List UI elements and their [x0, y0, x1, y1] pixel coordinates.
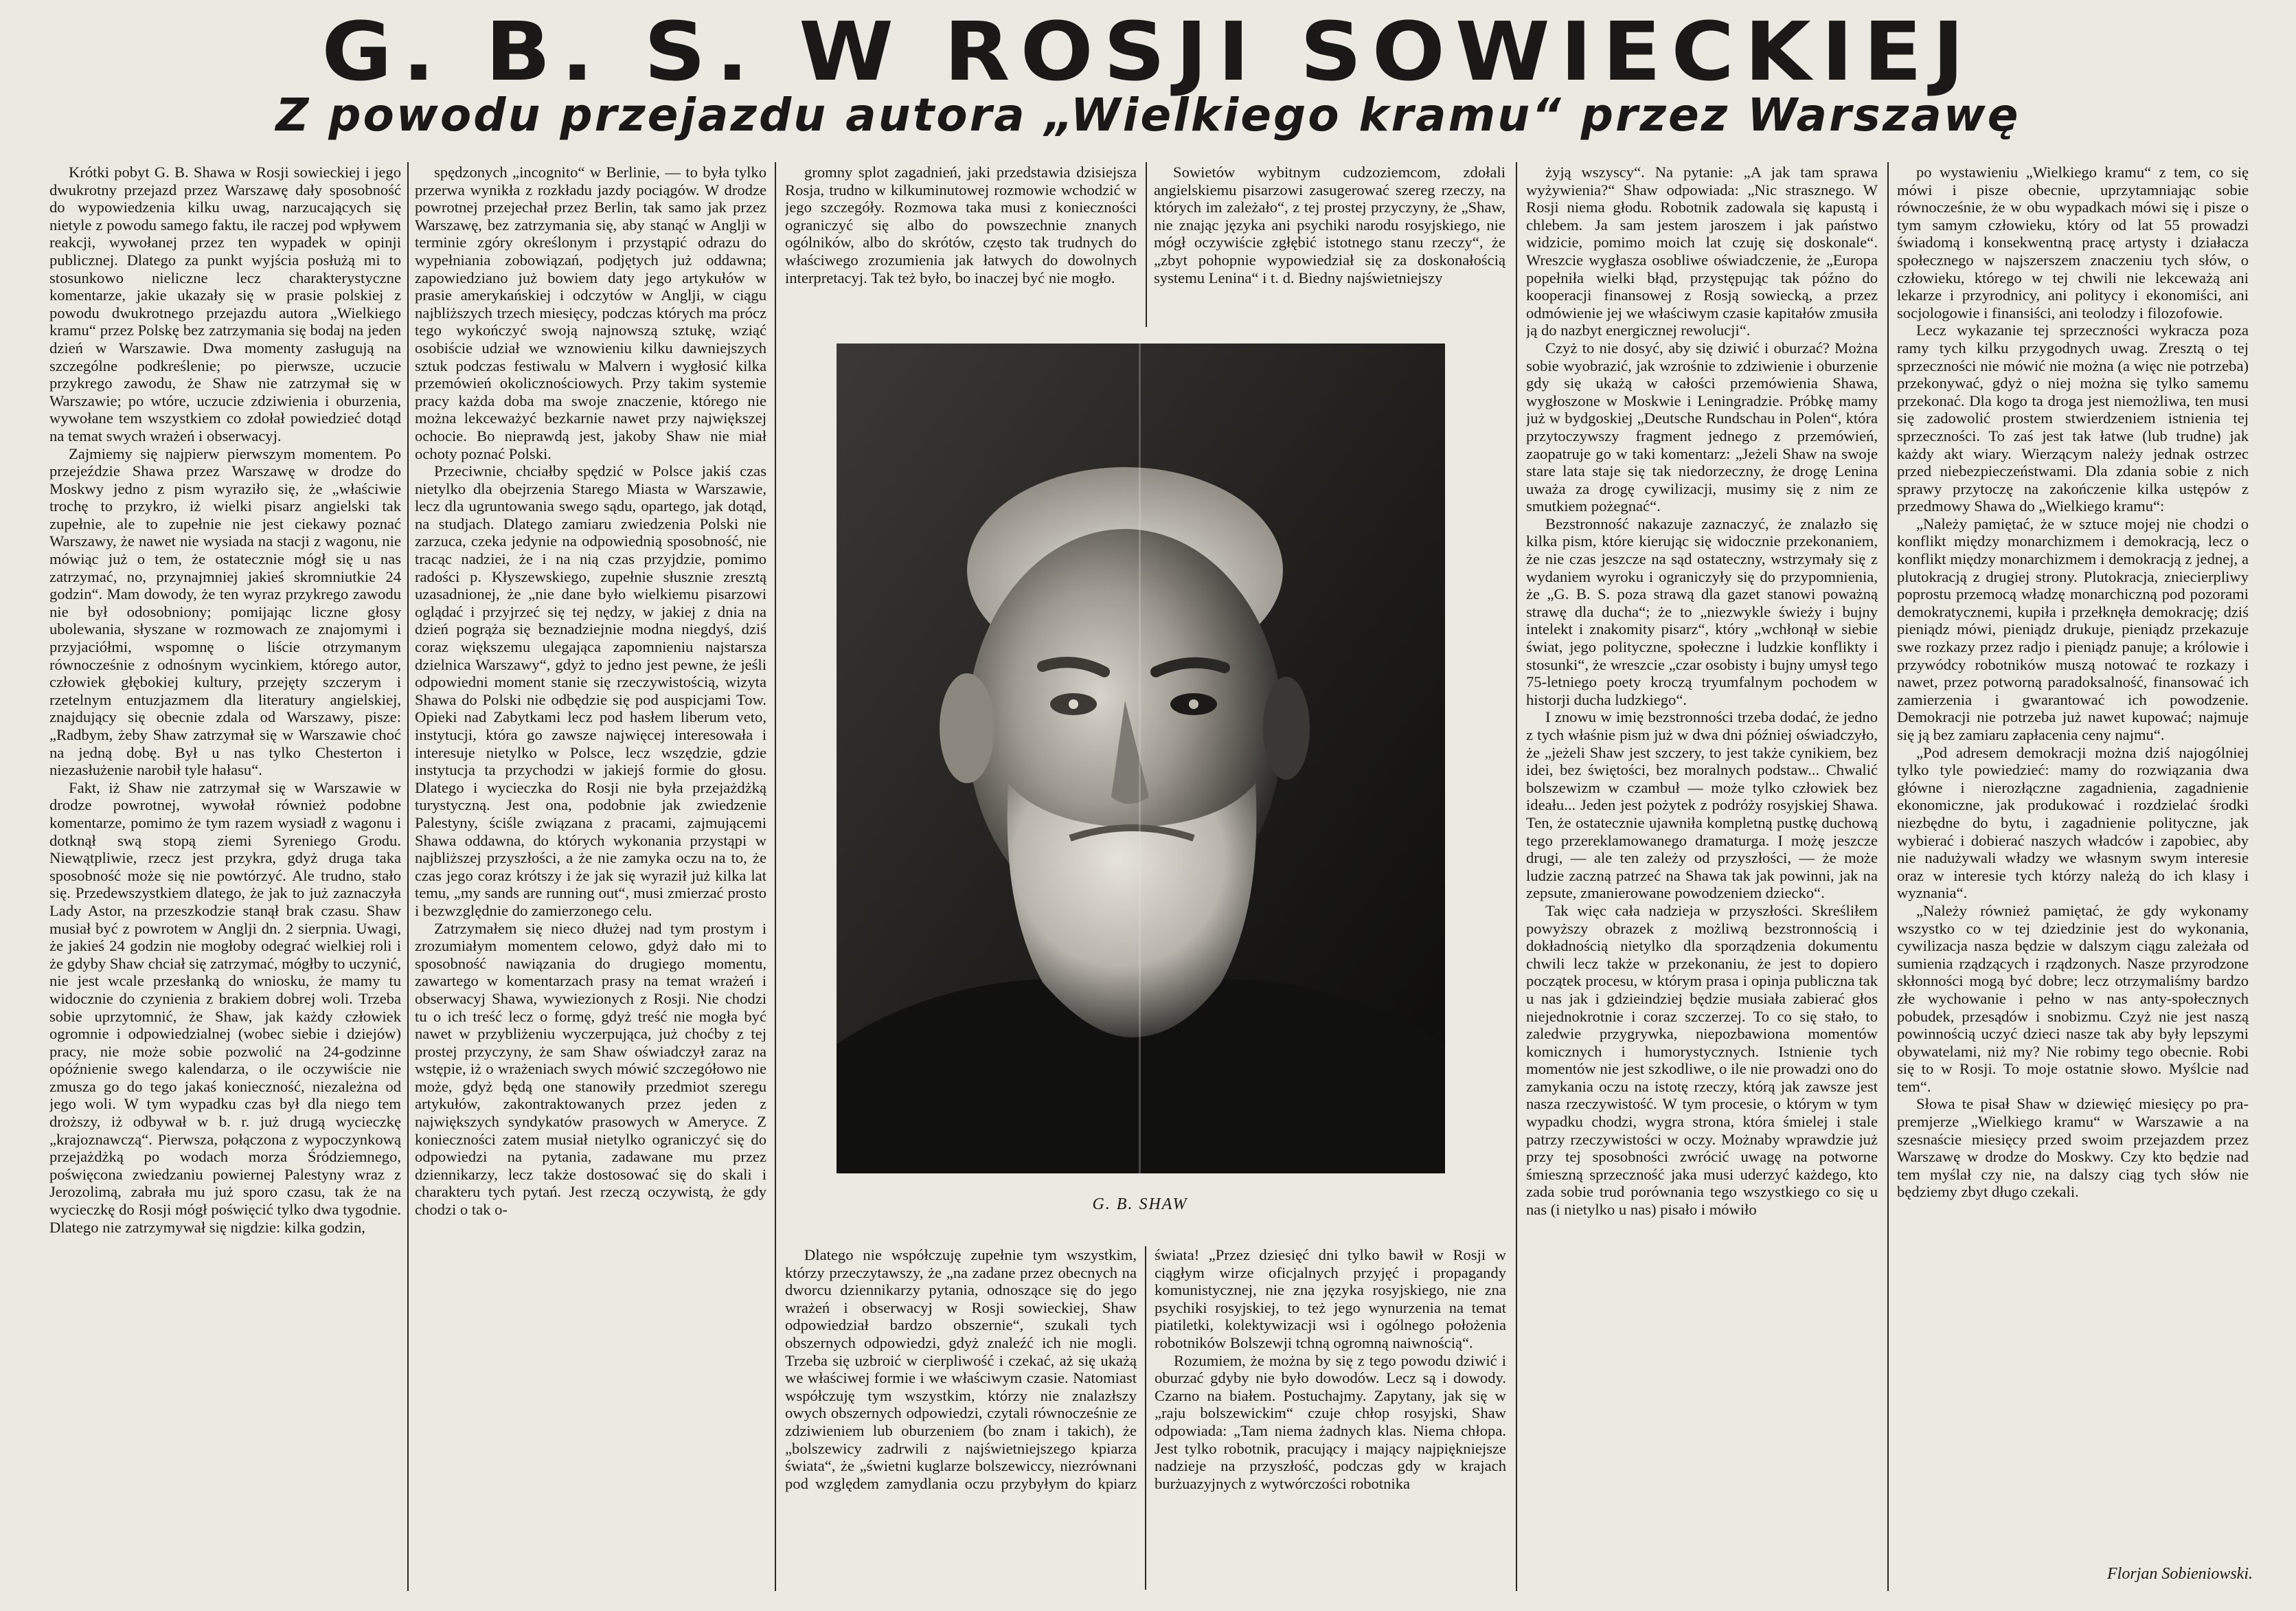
- paragraph: gromny splot zagadnień, jaki przedstawia dzisiejsza Rosja, trudno w kilkuminutowej rozmowie wchodzić w jego szczegóły. Rozmowa taka musi z konieczności ograniczyć się albo do powszechnie znanych ogólników, albo do skrótów, często tak trudnych do właściwego zrozumienia jak łatwych do dowolnych interpretacyj. Tak też było, bo inaczej być nie mogło.: [785, 164, 1137, 286]
- column-rule: [1887, 162, 1889, 1591]
- article-column-5: [1526, 164, 1878, 1586]
- article-columns-3-4-bottom: [785, 1246, 1506, 1590]
- author-signature: Florjan Sobieniowski.: [2107, 1565, 2253, 1583]
- article-column-3-top: [785, 164, 1137, 322]
- paragraph: Tak więc cała nadzieja w przyszłości. Skreśliłem powyższy obrazek z możliwą bezstronnością i dokładnością nietylko dla sporządzenia dokumentu chwili lecz także w przekonaniu, że jest to dopiero początek procesu, w którym prasa i opinja publiczna tak u nas jak i gdzieindziej będzie musiała zabierać głos niejednokrotnie i coraz szczerzej. To co się stało, to zaledwie przygrywka, niepozbawiona momentów komicznych i humorystycznych. Istnienie tych momentów nie jest szkodliwe, o ile nie prowadzi ono do zamykania oczu na istotę rzeczy, którą jak zawsze jest nasza rzeczywistość. W tym procesie, o którym w tym wypadku chodzi, wygra strona, która śmielej i stale patrzy rzeczywistości w oczy. Możnaby wprawdzie już przy tej sposobności zwrócić uwagę na potworne śmieszną sprzeczność jaka musi uderzyć każdego, kto zada sobie trud porównania tego wszystkiego co się u nas (i nietylko u nas) pisało i mówiło: [1526, 901, 1878, 1219]
- paragraph: Zajmiemy się najpierw pierwszym momentem. Po przejeździe Shawa przez Warszawę w drodze do Moskwy jedno z pism wyraziło się, że „właściwie trochę to przykro, iż wielki pisarz angielski tak zupełnie, ale to zupełnie nie jest ciekawy poznać Warszawy, że nawet nie wysiada na stacji z wagonu, nie mówiąc już o tem, że ostatecznie mógł się u nas zatrzymać, no, przynajmniej jakieś skromniutkie 24 godzin“. Mam dowody, że ten wyraz przykrego zawodu nie był odosobniony; pomijając liczne głosy ubolewania, słyszane w rozmowach ze znajomymi i przyjaciółmi, wspomnę o liście otrzymanym równocześnie z odnośnym wycinkiem, którego autor, człowiek głębokiej kultury, przejęty szczerym i rzetelnym entuzjazmem dla literatury angielskiej, znajdujący się obecnie zdala od Warszawy, pisze: „Radbym, żeby Shaw zatrzymał się w Warszawie choć na jedną dobę. Był u nas tylko Chesterton i niezasłużenie narobił tyle hałasu“.: [49, 444, 401, 779]
- paragraph: Czyż to nie dosyć, aby się dziwić i oburzać? Można sobie wyobrazić, jak wzrośnie to zdziwienie i oburzenie gdy się ukażą w całości przemówienia Shawa, wygłoszone w Moskwie i Leningradzie. Próbkę mamy już w bydgoskiej „Deutsche Rundschau in Polen“, która przytoczywszy fragment jednego z przemówień, zaopatruje go w taki komentarz: „Jeżeli Shaw na swoje stare lata staje się tak niedorzeczny, że drogę Lenina uważa za drogę cywilizacji, musimy się z nim ze smutkiem pożegnać“.: [1526, 339, 1878, 515]
- column-rule: [1516, 162, 1517, 1591]
- photo-caption: G. B. SHAW: [1092, 1195, 1188, 1213]
- portrait-image: [837, 343, 1445, 1173]
- article-column-4-top: [1154, 164, 1505, 322]
- paragraph: Słowa te pisał Shaw w dziewięć miesięcy po pra-premjerze „Wielkiego kramu“ w Warszawie a na szesnaście miesięcy przed swoim przejazdem przez Warszawę w drodze do Moskwy. Czy kto będzie nad tem myślał czy nie, na dalszy ciąg tych słów nie będziemy zbyt długo czekali.: [1897, 1095, 2249, 1201]
- column-rule: [407, 162, 409, 1591]
- paragraph: Przeciwnie, chciałby spędzić w Polsce jakiś czas nietylko dla obejrzenia Starego Miasta w Warszawie, lecz dla ugruntowania swego sądu, opartego, jak dotąd, na studjach. Dlatego zamiaru zwiedzenia Polski nie zarzuca, czeka jedynie na odpowiednią sposobność, nie tracąc nadziei, że i na nią czas przyjdzie, pomimo radości p. Kłyszewskiego, zupełnie słusznie zresztą uzasadnionej, że „nie dane było wielkiemu pisarzowi oglądać i przyjrzeć się tej nędzy, w jakiej z dnia na dzień pogrąża się beznadziejnie modna niegdyś, dziś coraz większemu ulegająca zapomnieniu najstarsza dzielnica Warszawy“, gdyż to jedno jest pewne, że jeśli odpowiedni moment stanie się rzeczywistością, wizyta Shawa do Polski nie odbędzie się pod auspicjami Tow. Opieki nad Zabytkami lecz pod hasłem liberum veto, instytucji, która go zawsze najwięcej interesowała i interesuje nietylko w Polsce, lecz wszędzie, gdzie instytucja ta przychodzi w jakiejś formie do głosu. Dlatego i wycieczka do Rosji nie była przejażdżką turystyczną. Jest ona, podobnie jak zwiedzenie Palestyny, ściśle związana z pracami, zajmującemi Shawa oddawna, do których wykonania przystąpi w najbliższej przyszłości, a że nie zamyka oczu na to, że czas jego coraz krótszy i że jak się wyraził już kilka lat temu, „my sands are running out“, musi zmierzać prosto i bezwzględnie do zamierzonego celu.: [415, 462, 766, 919]
- paragraph: spędzonych „incognito“ w Berlinie, — to była tylko przerwa wynikła z rozkładu jazdy pociągów. W drodze powrotnej przejechał przez Berlin, tak samo jak przez Warszawę, bez zatrzymania się, aby stanąć w Anglji w terminie zgóry określonym i przystąpić odrazu do wypełniania zobowiązań, podjętych już oddawna; zapowiedziano już bowiem daty jego artykułów w prasie amerykańskiej i odczytów w Anglji, w ciągu najbliższych trzech miesięcy, podczas których ma prócz tego wykończyć swoją najnowszą sztukę, wziąć osobiście udział we wznowieniu kilku dawniejszych sztuk podczas festiwalu w Malvern i wygłosić kilka przemówień okolicznościowych. Przy takim systemie pracy każda doba ma swoje znaczenie, którego nie można lekceważyć bezkarnie nawet przy największej ochocie. Bo nieprawdą jest, jakoby Shaw nie miał ochoty poznać Polski.: [415, 164, 766, 462]
- subheadline: Z powodu przejazdu autora „Wielkiego kramu“ przez Warszawę: [275, 89, 2021, 142]
- headline: G. B. S. W ROSJI SOWIECKIEJ: [321, 4, 1975, 99]
- column-rule: [1146, 162, 1147, 327]
- paragraph: Zatrzymałem się nieco dłużej nad tym prostym i zrozumiałym momentem celowo, gdyż dało mi to sposobność nawiązania do drugiego momentu, zawartego w komentarzach prasy na temat wrażeń i obserwacyj Shawa, wywiezionych z Rosji. Nie chodzi tu o ich treść lecz o formę, gdyż treść nie mogła być nawet w przybliżeniu wyczerpująca, już choćby z tej prostej przyczyny, że sam Shaw oświadczył zaraz na wstępie, iż o wrażeniach swych mówić szczegółowo nie może, gdyż będą one stanowiły przedmiot szeregu artykułów, zakontraktowanych przez jeden z największych syndykatów prasowych w Ameryce. Z konieczności zatem musiał nietylko ograniczyć się do odpowiedzi na pytania, zadawane mu przez dziennikarzy, lecz także dostosować się do skali i charakteru tych pytań. Jest rzeczą oczywistą, że gdy chodzi o tak o-: [415, 919, 766, 1219]
- paragraph: Rozumiem, że można by się z tego powodu dziwić i oburzać gdyby nie było dowodów. Lecz są i dowody. Czarno na białem. Postuchajmy. Zapytany, jak się w „raju bolszewickim“ czuje chłop rosyjski, Shaw odpowiada: „Tam niema żadnych klas. Niema chłopa. Jest tylko robotnik, pracujący i mający najpiękniejsze nadzieje na przyszłość, podczas gdy w krajach burżuazyjnych z wytwórczości robotnika: [1155, 1351, 1506, 1492]
- paragraph: I znowu w imię bezstronności trzeba dodać, że jedno z tych właśnie pism już w dwa dni później oświadczyło, że „jeżeli Shaw jest szczery, to jest także cynikiem, bez idei, bez świętości, bez moralnych podstaw... Chwalić bolszewizm w czambuł — może tylko człowiek bez ideału... Jeden jest pożytek z podróży rosyjskiej Shawa. Ten, że ostatecznie ujawniła kompletną pustkę duchową tego przereklamowanego dramaturga. I możę jeszcze drugi, — ale ten zależy od przyszłości, — że może ludzie zaczną patrzeć na Shawa tak jak powinni, jak na zepsute, zmanierowane powodzeniem dziecko“.: [1526, 708, 1878, 902]
- paragraph: po wystawieniu „Wielkiego kramu“ z tem, co się mówi i pisze obecnie, uprzytamniając sobie równocześnie, że w obu wypadkach mówi się i pisze o tym samym człowieku, który od lat 55 prowadzi świadomą i konsekwentną pracę artysty i działacza społecznego w najszerszem znaczeniu tych słów, o człowieku, którego w tej chwili nie lekceważą ani lekarze i przyrodnicy, ani politycy i ekonomiści, ani socjologowie i finansiści, ani teolodzy i filozofowie.: [1897, 164, 2249, 322]
- paragraph: Sowietów wybitnym cudzoziemcom, zdołali angielskiemu pisarzowi zasugerować szereg rzeczy, na których im zależało“, z tej prostej przyczyny, że „Shaw, nie znając języka ani psychiki narodu rosyjskiego, nie mógł oczywiście zgłębić istotnego stanu rzeczy“, że „zbyt pohopnie wypowiedział się za doskonałością systemu Lenina“ i t. d. Biedny najświetniejszy: [1154, 164, 1505, 286]
- article-column-1: [49, 164, 401, 1586]
- paragraph: „Należy również pamiętać, że gdy wykonamy wszystko co w tej dziedzinie jest do wykonania, cywilizacja nasza będzie w dalszym ciągu zależała od sumienia rządzących i rządzonych. Nasze przyrodzone skłonności mogą być dobre; lecz otrzymaliśmy bardzo złe wychowanie i pełno w nas anty-społecznych pobudek, przesądów i snobizmu. Czyż nie jest naszą powinnością uczyć dzieci nasze tak aby były lepszymi obywatelami, niż my? Nie robimy tego obecnie. Robi się to w Rosji. To moje ostatnie słowo. Myślcie nad tem“.: [1897, 901, 2249, 1095]
- paragraph: Dlatego nie współczuję zupełnie tym wszystkim, którzy przeczytawszy, że „na zadane przez obecnych na dworcu dziennikarzy pytania, odnoszące się do jego wrażeń i obserwacyj w Rosji sowieckiej, Shaw odpowiedział bardzo obszernie“, szukali tych obszernych odpowiedzi, gdyż znaleźć ich nie mogli. Trzeba się uzbroić w cierpliwość i czekać, aż się ukażą we właściwej formie i we właściwym czasie. Natomiast współczuję tym wszystkim, którzy nie znalazłszy owych obszernych odpowiedzi, czytali równocześnie ze zdziwieniem lub oburzeniem (bo znam i takich), że „bolszewicy zadrwili z najświetniejszego kpiarza świata“, że „świetni kuglarze bolszewiccy, niezrównani pod względem zamydlania oczu przybyłym do kpiarz świata! „Przez dziesięć dni tylko bawił w Rosji w ciągłym wirze oficjalnych przyjęć i propagandy komunistycznej, nie zna języka rosyjskiego, nie zna psychiki rosyjskiej, to też jego wynurzenia na temat piatiletki, kolektywizacji wsi i ogólnego położenia robotników Bolszewji tchną ogromną naiwnością“.: [785, 1246, 1506, 1492]
- paragraph: „Należy pamiętać, że w sztuce mojej nie chodzi o konflikt między monarchizmem i demokracją, lecz o konflikt między monarchizmem i demokracją z jednej, a plutokracją z drugiej strony. Plutokracja, zniecierpliwy poprostu przemocą władzę monarchiczną pod pozorami demokratycznemi, kupiła i przełknęła demokrację; dziś pieniądz mówi, pieniądz drukuje, pieniądz przekazuje swe rozkazy przez radjo i pieniądz panuje; a królowie i przywódcy robotników muszą notować te rozkazy i nawet, przez potworną paradoksalność, finansować ich zamierzenia i gwarantować ich powodzenie. Demokracji nie potrzeba już nawet kupować; najmuje się ją bez zamiaru zapłacenia ceny najmu“.: [1897, 515, 2249, 743]
- paragraph: Bezstronność nakazuje zaznaczyć, że znalazło się kilka pism, które kierując się widocznie przekonaniem, że nie czas jeszcze na sąd ostateczny, wstrzymały się z wydaniem wyroku i ograniczyły się do przypomnienia, że „G. B. S. poza strawą dla gazet stanowi poważną strawę dla ducha“; że to „niezwykle świeży i bujny intelekt i znakomity pisarz“, który „wchłonął w siebie świat, jego polityczne, społeczne i ludzkie konflikty i stosunki“, że wreszcie „czar osobisty i bujny umysł tego 75-letniego poety kroczą tryumfalnym pochodem w historji ducha ludzkiego“.: [1526, 515, 1878, 708]
- portrait-photo: [837, 343, 1445, 1173]
- paragraph: Krótki pobyt G. B. Shawa w Rosji sowieckiej i jego dwukrotny przejazd przez Warszawę dały sposobność do wypowiedzenia kilku uwag, narzucających się nietyle z powodu samego faktu, ile raczej pod wpływem reakcji, wywołanej przez ten wypadek w opinji publicznej. Dlatego za punkt wyjścia posłużą mi to stosunkowo nieliczne lecz charakterystyczne komentarze, jakie ukazały się w prasie polskiej z powodu dwukrotnego przejazdu autora „Wielkiego kramu“ przez Polskę bez zatrzymania się bodaj na jeden dzień w Warszawie. Dwa momenty zasługują na szczególne podkreślenie; po pierwsze, uczucie przykrego zawodu, że Shaw nie zatrzymał się w Warszawie; po wtóre, uczucie zdziwienia i oburzenia, wywołane tem wszystkiem co zdołał powiedzieć dotąd na temat swych wrażeń i obserwacyj.: [49, 164, 401, 444]
- article-column-2: [415, 164, 766, 1586]
- paragraph: „Pod adresem demokracji można dziś najogólniej tylko tyle powiedzieć: mamy do rozwiązania dwa główne i nierozłączne zagadnienia, zagadnienie ekonomiczne, jak produkować i rozdzielać środki niezbędne do bytu, i zagadnienie polityczne, jak wybierać i dobierać naszych władców i zapobiec, aby nie nadużywali władzy we własnym swym interesie oraz w interesie tych którzy należą do ich klasy i wyznania“.: [1897, 743, 2249, 902]
- paragraph: żyją wszyscy“. Na pytanie: „A jak tam sprawa wyżywienia?“ Shaw odpowiada: „Nic strasznego. W Rosji niema głodu. Robotnik zadowala się kapustą i chlebem. Ja sam jestem jaroszem i jak państwo widzicie, pomimo moich lat czuję się doskonale“. Wreszcie wygłasza osobliwe oświadczenie, że „Europa popełniła wielki błąd, przystępując tak późno do kooperacji finansowej z Rosją sowiecką, a przez odmówienie jej we właściwym czasie kapitałów zmusiła ją do nazbyt energicznej rewolucji“.: [1526, 164, 1878, 339]
- column-rule: [775, 162, 776, 1591]
- paragraph: Lecz wykazanie tej sprzeczności wykracza poza ramy tych kilku przygodnych uwag. Zresztą o tej sprzeczności nie mówić nie można (a więc nie potrzeba) przekonywać, gdyż o niej można się tylko samemu przekonać. Dla kogo ta droga jest niemożliwa, ten musi się zadowolić prostem stwierdzeniem istnienia tej sprzeczności. To zaś jest tak łatwe (lub trudne) jak każdy akt wiary. Wierzącym należy jednak ostrzec przed niebezpieczeństwami. Dla zdania sobie z nich sprawy przytoczę na zakończenie kilka ustępów z przedmowy Shawa do „Wielkiego kramu“:: [1897, 322, 2249, 515]
- paragraph: Fakt, iż Shaw nie zatrzymał się w Warszawie w drodze powrotnej, wywołał również podobne komentarze, pomimo że tym razem wysiadł z wagonu i dotknął swą stopą ziemi Syreniego Grodu. Niewątpliwie, rzecz jest przykra, gdyż druga taka sposobność może się nie powtórzyć. Ale trudno, stało się. Przedewszystkiem dlatego, że jak to już zaznaczyła Lady Astor, na przeszkodzie stanął brak czasu. Shaw musiał być z powrotem w Anglji dn. 2 sierpnia. Uwagi, że jakieś 24 godzin nie mogłoby odegrać wielkiej roli i że gdyby Shaw chciał się zatrzymać, mógłby to uczynić, nie jest wcale przesłanką do wniosku, że mamy tu widocznie do czynienia z brakiem dobrej woli. Trzeba sobie uprzytomnić, że Shaw, jak każdy człowiek ogromnie i odpowiedzialnej (wobec siebie i dziejów) pracy, nie może sobie pozwolić na 24-godzinne opóźnienie swego kalendarza, o ile oczywiście nie zmusza go do tego jakaś konieczność, niezależna od jego woli. W tym wypadku czas był dla niego tem droższy, iż odbywał w b. r. już drugą wycieczkę „krajoznawczą“. Pierwsza, połączona z wypoczynkową przejażdżką po wodach morza Śródziemnego, poświęcona zwiedzaniu powiernej Palestyny wraz z Jerozolimą, zabrała mu już sporo czasu, tak że na wycieczkę do Rosji mógł poświęcić tylko dwa tygodnie. Dlatego nie zatrzymywał się nigdzie: kilka godzin,: [49, 778, 401, 1236]
- article-column-6: [1897, 164, 2249, 1558]
